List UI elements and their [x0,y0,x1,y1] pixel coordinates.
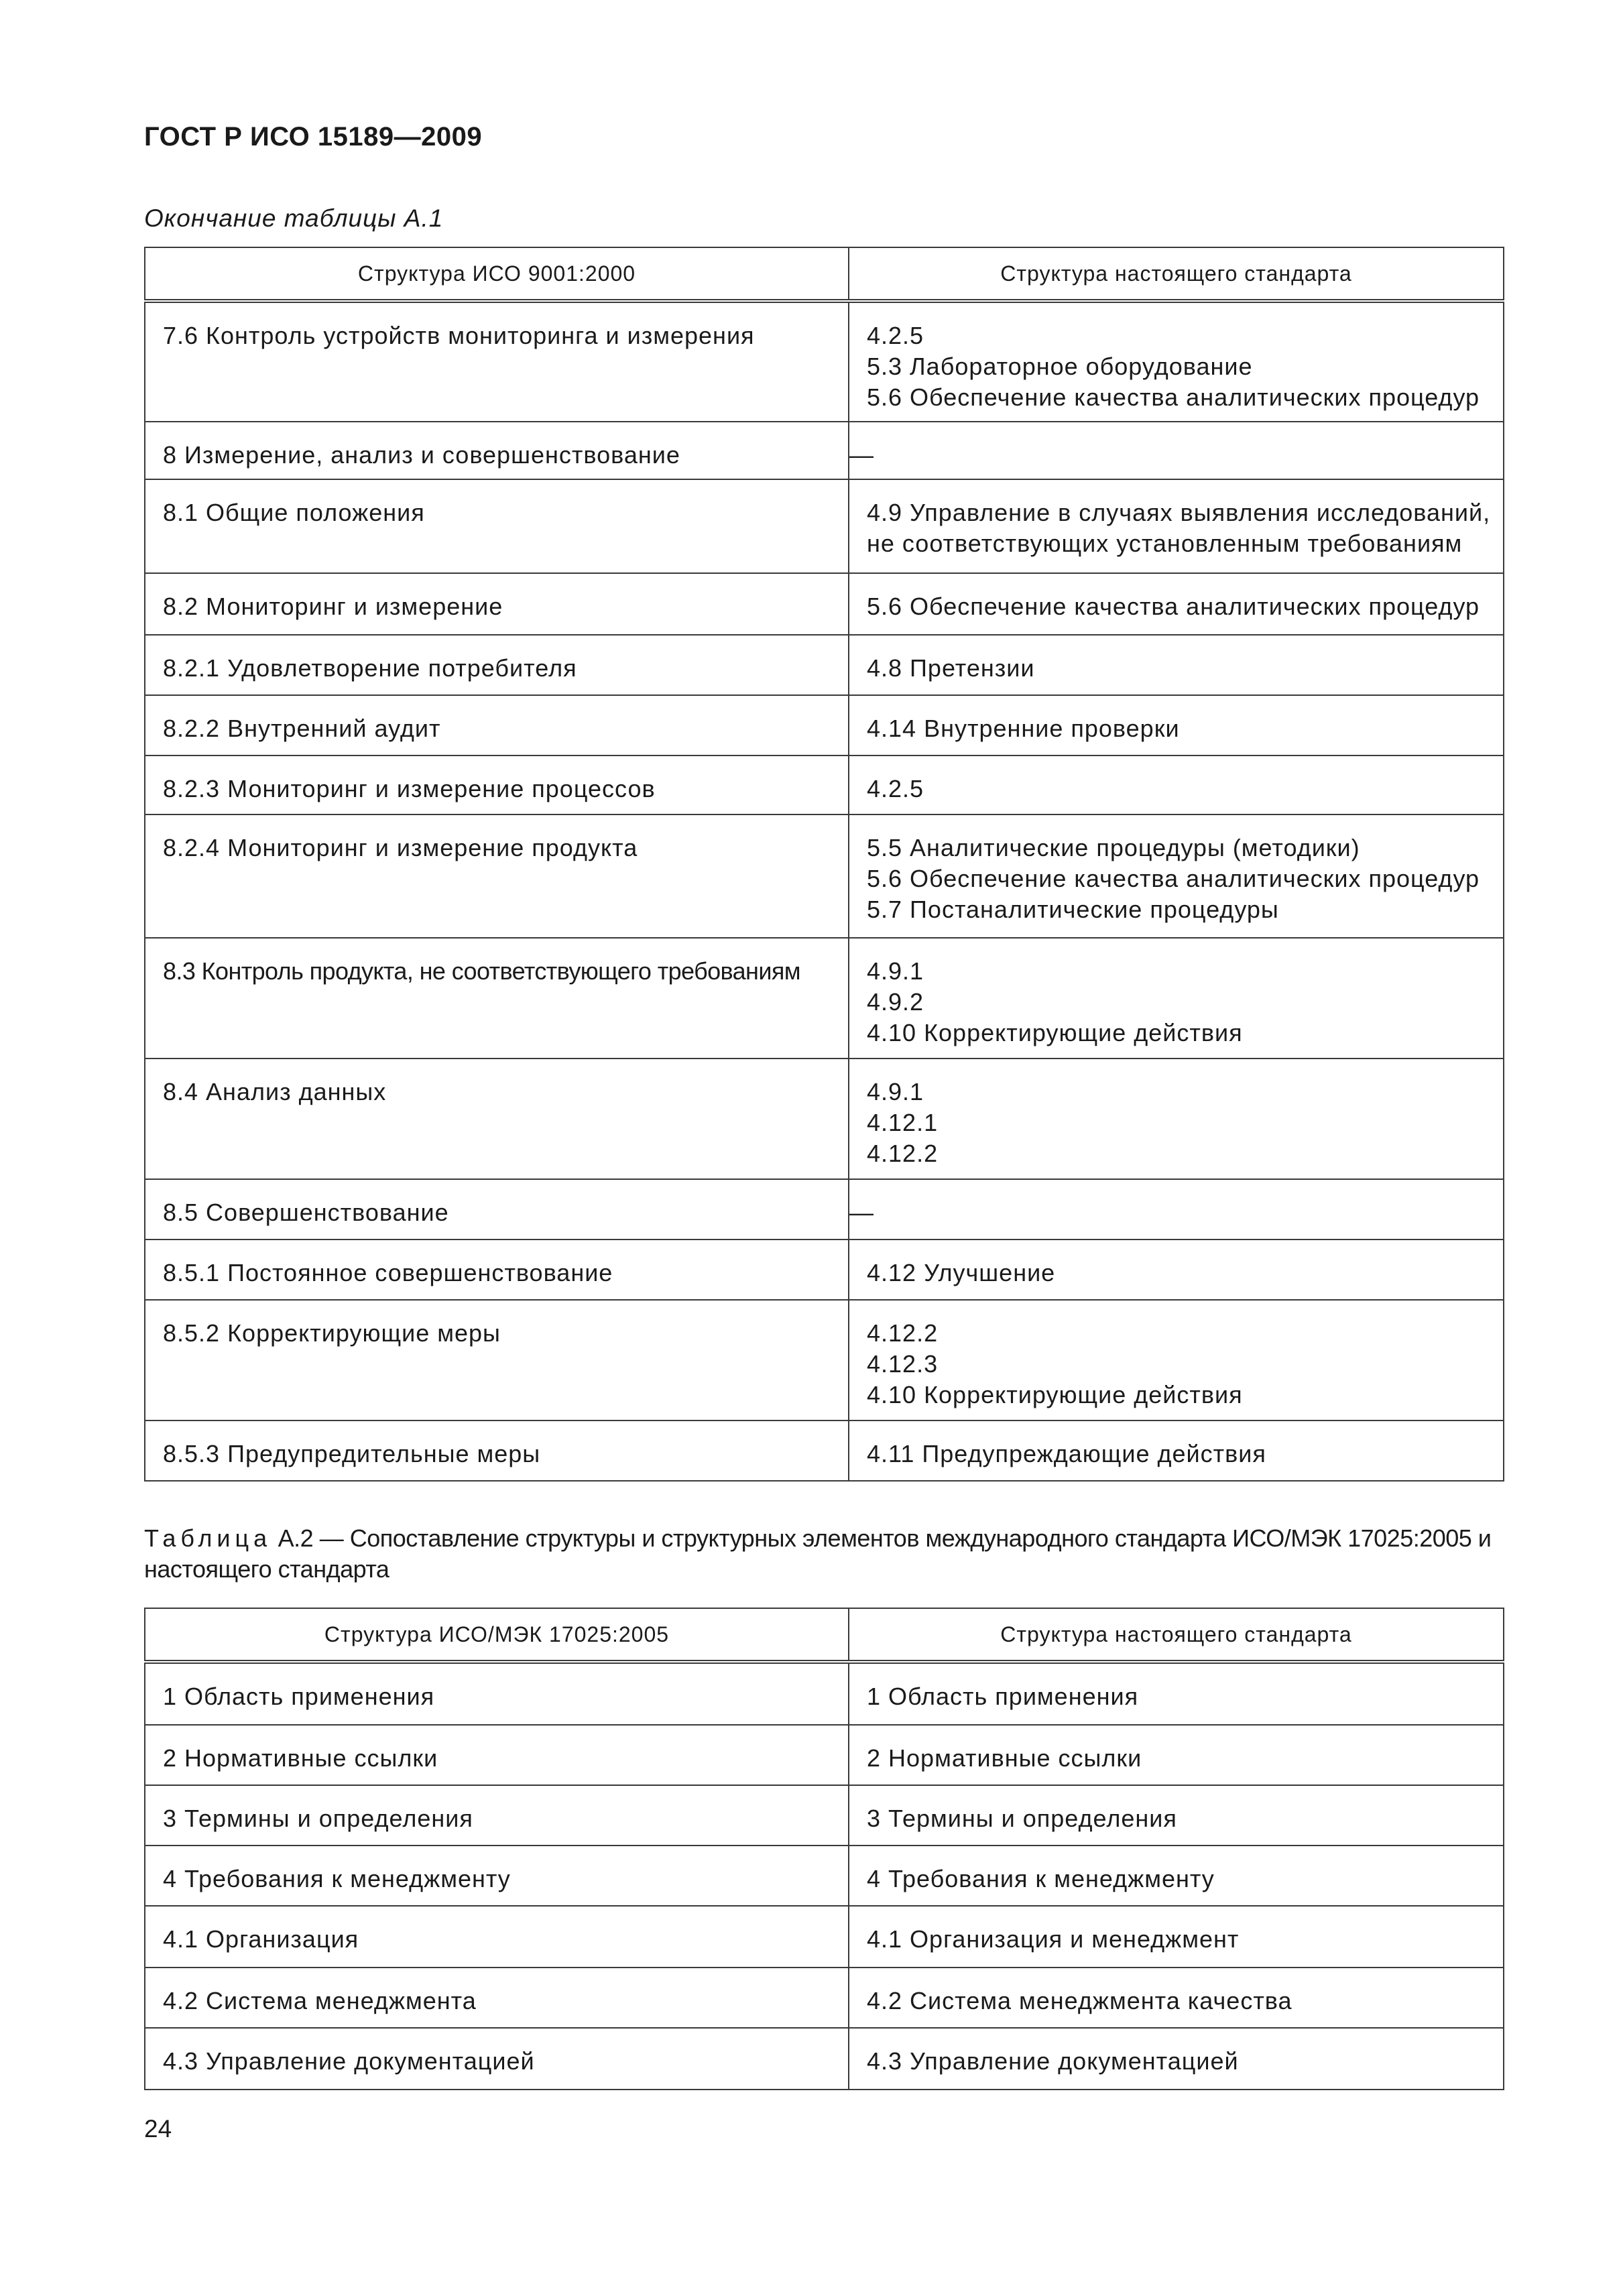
table-row [145,695,1504,756]
cell-text-line: — [849,1199,874,1226]
table-cell-right [849,422,1504,479]
cell-text: 8.2.4 Мониторинг и измерение продукта [163,834,638,861]
table-cell-left [145,756,849,814]
table2-header-row [145,1608,1504,1662]
table-cell-left [145,938,849,1059]
table-cell-left [145,1421,849,1481]
cell-text-line: 3 Термины и определения [867,1805,1177,1832]
table-cell-left [145,422,849,479]
table-row [145,301,1504,422]
table-cell-left [145,479,849,573]
table-cell-left [145,1906,849,1968]
table1 [144,247,1504,1482]
table-cell-right [849,1662,1504,1725]
cell-text: 8.5 Совершенствование [163,1199,449,1226]
table-cell-right [849,1059,1504,1179]
cell-text-line: 4 Требования к менеджменту [867,1865,1215,1892]
table2 [144,1608,1504,2090]
table-row [145,1179,1504,1240]
table2-caption [144,1523,1502,1585]
cell-text-line: 4.12 Улучшение [867,1259,1056,1286]
cell-text: 8 Измерение, анализ и совершенствование [163,441,680,469]
table-cell-right [849,1421,1504,1481]
cell-text: 7.6 Контроль устройств мониторинга и измерения [163,322,755,349]
cell-text-line: 4.14 Внутренние проверки [867,715,1180,742]
cell-text: 8.2.1 Удовлетворение потребителя [163,654,577,682]
table-cell-left [145,301,849,422]
table-row [145,756,1504,814]
table-row [145,1059,1504,1179]
cell-text-line: 2 Нормативные ссылки [867,1744,1142,1772]
cell-text-line: 4.2.5 [867,322,924,349]
cell-text: 8.2.2 Внутренний аудит [163,715,441,742]
table-cell-left [145,635,849,695]
table-cell-right [849,1300,1504,1421]
cell-text: 4 Требования к менеджменту [163,1865,511,1892]
table-cell-right [849,938,1504,1059]
table-cell-right [849,756,1504,814]
table2-body [145,1662,1504,2090]
table-row [145,635,1504,695]
table-row [145,1725,1504,1785]
cell-text-line: 4.3 Управление документацией [867,2047,1239,2075]
cell-text-line: 4.9 Управление в случаях выявления исследований, [867,499,1491,526]
table-cell-right [849,573,1504,635]
table-cell-right [849,301,1504,422]
table-cell-left [145,1968,849,2028]
document-header-title: ГОСТ Р ИСО 15189—2009 [144,122,483,152]
table-cell-right [849,814,1504,938]
cell-text: 3 Термины и определения [163,1805,473,1832]
cell-text: 8.5.3 Предупредительные меры [163,1440,541,1467]
table1-body [145,301,1504,1481]
table-cell-left [145,1662,849,1725]
table-row [145,814,1504,938]
table-cell-left [145,1240,849,1300]
table-row [145,938,1504,1059]
cell-text: 8.3 Контроль продукта, не соответствующего требованиям [163,957,800,985]
table1-header-row [145,247,1504,301]
page-number: 24 [144,2115,172,2142]
cell-text-line: 4.12.2 [867,1140,939,1167]
cell-text-line: 4.8 Претензии [867,654,1035,682]
table-cell-left [145,1300,849,1421]
table-cell-right [849,1968,1504,2028]
cell-text-line: 5.5 Аналитические процедуры (методики) [867,834,1360,861]
cell-text-line: 5.6 Обеспечение качества аналитических процедур [867,383,1480,411]
table-row [145,573,1504,635]
cell-text-line: 4.10 Корректирующие действия [867,1019,1243,1046]
cell-text: 2 Нормативные ссылки [163,1744,438,1772]
table-row [145,1421,1504,1481]
table-row [145,1906,1504,1968]
cell-text-line: 4.12.3 [867,1350,939,1378]
table-cell-right [849,1846,1504,1906]
table1-caption: Окончание таблицы А.1 [144,204,444,232]
table1-col-header-left: Структура ИСО 9001:2000 [145,247,849,301]
table-cell-right [849,1240,1504,1300]
table2-caption-text: А.2 — Сопоставление структуры и структурных элементов международного стандарта ИСО/МЭК 17025:2005 и настоящего стандарта [144,1524,1492,1583]
cell-text-line: 4.2 Система менеджмента качества [867,1987,1293,2014]
table-row [145,1662,1504,1725]
table-row [145,1300,1504,1421]
cell-text-line: 1 Область применения [867,1683,1139,1710]
cell-text: 8.2 Мониторинг и измерение [163,593,503,620]
table-cell-right [849,479,1504,573]
table-row [145,1240,1504,1300]
table-cell-right [849,1179,1504,1240]
cell-text-line: 4.9.1 [867,1078,924,1105]
table-cell-left [145,1059,849,1179]
cell-text-line: 4.9.2 [867,988,924,1016]
cell-text: 4.3 Управление документацией [163,2047,535,2075]
table2-col-header-right: Структура настоящего стандарта [849,1608,1504,1662]
cell-text: 8.5.1 Постоянное совершенствование [163,1259,613,1286]
cell-text-line: 4.9.1 [867,957,924,985]
table-cell-left [145,814,849,938]
table1-col-header-right: Структура настоящего стандарта [849,247,1504,301]
cell-text-line: 4.2.5 [867,775,924,802]
cell-text-line: 4.11 Предупреждающие действия [867,1440,1266,1467]
cell-text-line: 4.12.1 [867,1109,939,1136]
table-cell-left [145,695,849,756]
cell-text-line: 5.6 Обеспечение качества аналитических процедур [867,865,1480,892]
cell-text-line: 4.12.2 [867,1319,939,1347]
cell-text-line: 4.10 Корректирующие действия [867,1381,1243,1408]
table-cell-left [145,2028,849,2090]
table-cell-right [849,1785,1504,1846]
table-row [145,1785,1504,1846]
cell-text: 1 Область применения [163,1683,435,1710]
table2-col-header-left: Структура ИСО/МЭК 17025:2005 [145,1608,849,1662]
cell-text-line: — [849,441,874,469]
table-row [145,1968,1504,2028]
table-cell-right [849,1906,1504,1968]
table-row [145,2028,1504,2090]
table2-caption-label: Таблица [144,1524,272,1552]
table-row [145,1846,1504,1906]
cell-text-line: 5.7 Постаналитические процедуры [867,896,1279,923]
table-row [145,479,1504,573]
table-cell-left [145,1846,849,1906]
table-cell-left [145,573,849,635]
cell-text: 4.2 Система менеджмента [163,1987,477,2014]
table-cell-right [849,635,1504,695]
cell-text: 8.4 Анализ данных [163,1078,387,1105]
table-cell-left [145,1725,849,1785]
cell-text: 8.1 Общие положения [163,499,425,526]
table-cell-left [145,1785,849,1846]
table-cell-right [849,2028,1504,2090]
cell-text: 8.5.2 Корректирующие меры [163,1319,501,1347]
cell-text: 8.2.3 Мониторинг и измерение процессов [163,775,656,802]
cell-text-line: 4.1 Организация и менеджмент [867,1925,1240,1953]
table-row [145,422,1504,479]
table-cell-left [145,1179,849,1240]
cell-text-line: 5.3 Лабораторное оборудование [867,353,1253,380]
cell-text-line: 5.6 Обеспечение качества аналитических процедур [867,593,1480,620]
cell-text-line: не соответствующих установленным требованиям [867,530,1463,557]
cell-text: 4.1 Организация [163,1925,359,1953]
table-cell-right [849,695,1504,756]
table-cell-right [849,1725,1504,1785]
